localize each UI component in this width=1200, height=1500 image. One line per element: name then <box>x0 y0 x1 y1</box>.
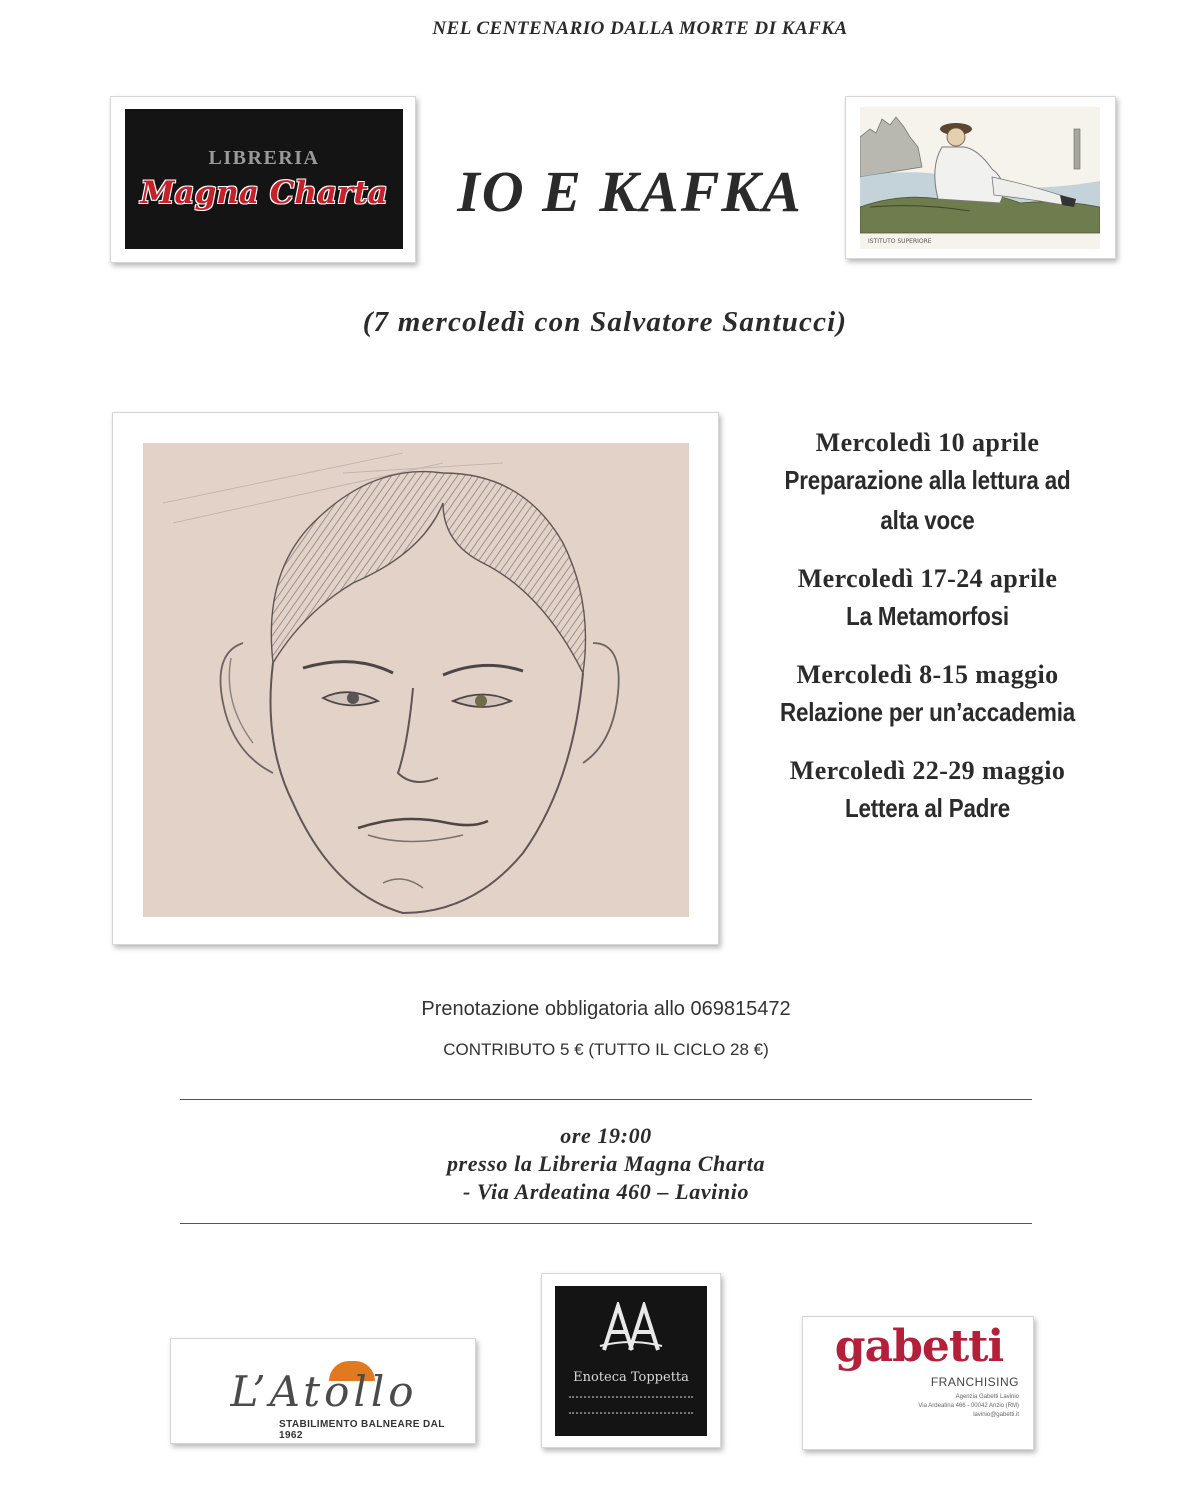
enoteca-monogram-icon <box>596 1302 666 1354</box>
contribution-line: CONTRIBUTO 5 € (TUTTO IL CICLO 28 €) <box>443 1040 769 1059</box>
atollo-logo-name: L’Atollo <box>230 1367 418 1416</box>
schedule-title: La Metamorfosi <box>846 601 1009 631</box>
bookshop-logo-line2: Magna Charta <box>140 175 388 211</box>
divider <box>180 1099 1032 1100</box>
gabetti-logo-name: gabetti <box>834 1321 1004 1372</box>
schedule-title: Relazione per un’accademia <box>779 697 1076 727</box>
bookshop-logo <box>125 109 403 249</box>
gabetti-small-line: Via Ardeatina 466 - 00042 Anzio (RM) <box>918 1403 1019 1409</box>
schedule-title: Lettera al Padre <box>844 793 1011 823</box>
portrait-frame <box>112 412 719 945</box>
schedule-title: alta voce <box>880 505 975 535</box>
schedule-date: Mercoledì 10 aprile <box>815 428 1040 457</box>
venue-address: - Via Ardeatina 460 – Lavinio <box>462 1179 750 1204</box>
schedule-item <box>755 426 1100 540</box>
gabetti-small-line: lavinio@gabetti.it <box>973 1412 1019 1418</box>
venue-place: presso la Libreria Magna Charta <box>446 1151 766 1176</box>
centenary-note: NEL CENTENARIO DALLA MORTE DI KAFKA <box>432 18 848 39</box>
venue-time: ore 19:00 <box>560 1123 652 1148</box>
enoteca-address-lines <box>569 1396 693 1414</box>
gabetti-logo-frame <box>802 1316 1034 1450</box>
event-title: IO E KAFKA <box>457 159 803 224</box>
schedule-date: Mercoledì 22-29 maggio <box>789 756 1066 785</box>
schedule-item <box>755 754 1100 828</box>
schedule-item <box>755 658 1100 732</box>
illustration-frame <box>845 96 1116 259</box>
booking-line: Prenotazione obbligatoria allo 069815472 <box>421 998 791 1020</box>
enoteca-logo-frame <box>541 1273 721 1448</box>
bookshop-logo-frame <box>110 96 416 263</box>
schedule-list <box>755 426 1100 850</box>
seaside-figure-illustration <box>860 107 1100 249</box>
gabetti-small-text <box>859 1393 1019 1420</box>
schedule-title: Preparazione alla lettura ad <box>784 465 1071 495</box>
schedule-date: Mercoledì 8-15 maggio <box>796 660 1059 689</box>
atollo-logo-frame <box>170 1338 476 1444</box>
divider <box>180 1223 1032 1224</box>
schedule-item <box>755 562 1100 636</box>
subtitle: (7 mercoledì con Salvatore Santucci) <box>362 306 848 338</box>
bookshop-logo-line1: LIBRERIA <box>208 147 320 169</box>
kafka-portrait-sketch <box>143 443 689 917</box>
enoteca-logo-name: Enoteca Toppetta <box>573 1370 689 1385</box>
illustration-caption: ISTITUTO SUPERIORE <box>868 238 932 245</box>
venue-block <box>300 1122 912 1206</box>
atollo-logo-tagline: STABILIMENTO BALNEARE DAL 1962 <box>279 1419 445 1441</box>
gabetti-small-line: Agenzia Gabetti Lavinio <box>955 1394 1019 1400</box>
schedule-date: Mercoledì 17-24 aprile <box>797 564 1058 593</box>
enoteca-logo <box>555 1286 707 1436</box>
gabetti-logo-tagline: FRANCHISING <box>930 1375 1019 1389</box>
